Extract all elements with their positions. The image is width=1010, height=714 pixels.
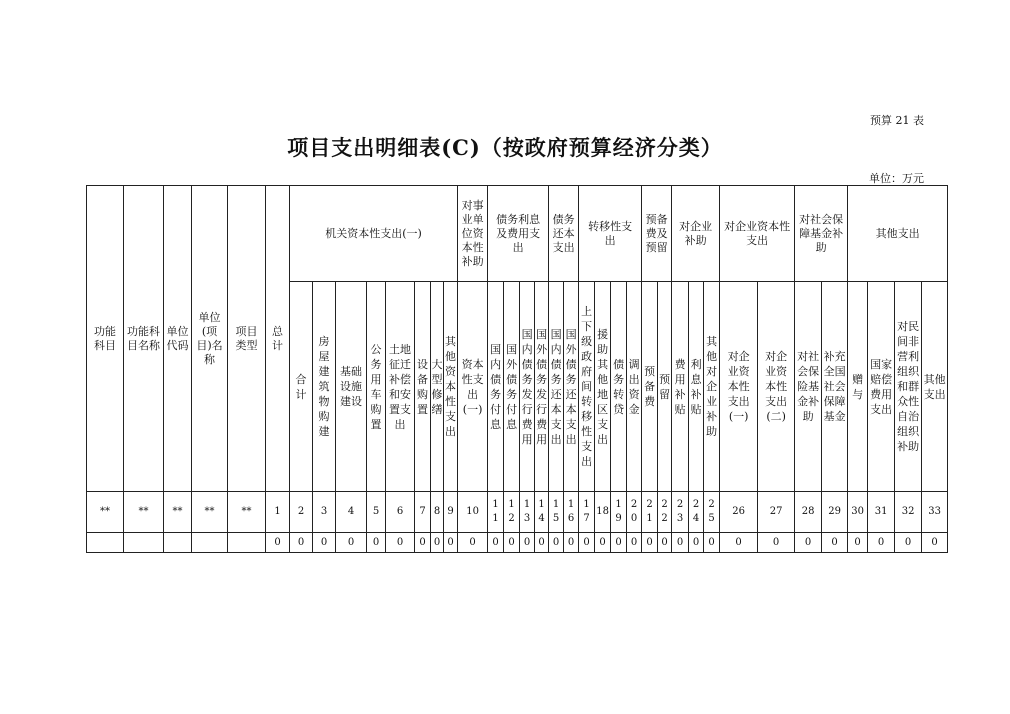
value-cell-20: 0 [564,533,579,553]
index-cell-11: 7 [415,492,431,533]
value-cell-7: 0 [313,533,336,553]
value-cell-9: 0 [367,533,386,553]
sub-header-1-0: 资本 性支 出 (一) [458,282,488,492]
sub-header-2-0: 国 内 债 务 付 息 [488,282,504,492]
sub-header-8-1: 补充 全国 社会 保障 基金 [822,282,848,492]
sub-header-4-1: 援 助 其 他 地 区 支 出 [595,282,611,492]
value-cell-0 [87,533,124,553]
index-cell-6: 2 [290,492,313,533]
group-header-0: 机关资本性支出(一) [290,186,458,282]
value-cell-17: 0 [520,533,535,553]
value-cell-11: 0 [415,533,431,553]
sub-header-6-0: 费 用 补 贴 [672,282,689,492]
value-cell-6: 0 [290,533,313,553]
group-header-5: 预备 费及 预留 [642,186,672,282]
value-cell-18: 0 [535,533,549,553]
value-cell-5: 0 [266,533,290,553]
sub-header-4-2: 债 务 转 贷 [611,282,627,492]
index-cell-14: 10 [458,492,488,533]
value-cell-14: 0 [458,533,488,553]
index-cell-37: 33 [922,492,948,533]
group-header-7: 对企业资本性 支出 [720,186,795,282]
value-cell-26: 0 [658,533,672,553]
index-cell-5: 1 [266,492,290,533]
value-cell-34: 0 [848,533,868,553]
sub-header-3-0: 国 内 债 务 还 本 支 出 [549,282,564,492]
index-cell-33: 29 [822,492,848,533]
value-cell-12: 0 [431,533,444,553]
sub-header-5-0: 预 备 费 [642,282,658,492]
sub-header-9-2: 对民 间非 营利 组织 和群 众性 自治 组织 补助 [895,282,922,492]
index-cell-3: ** [192,492,228,533]
index-cell-35: 31 [868,492,895,533]
value-cell-22: 0 [595,533,611,553]
index-cell-0: ** [87,492,124,533]
index-cell-34: 30 [848,492,868,533]
index-cell-32: 28 [795,492,822,533]
index-cell-12: 8 [431,492,444,533]
sub-header-6-1: 利 息 补 贴 [689,282,704,492]
fixed-header-4: 项目 类型 [228,186,266,492]
sub-header-0-3: 公 务 用 车 购 置 [367,282,386,492]
index-cell-22: 18 [595,492,611,533]
fixed-header-1: 功能科 目名称 [124,186,164,492]
sub-header-2-3: 国 外 债 务 发 行 费 用 [535,282,549,492]
index-cell-29: 2 5 [704,492,720,533]
index-cell-19: 1 5 [549,492,564,533]
group-header-1: 对事 业单 位资 本性 补助 [458,186,488,282]
group-header-9: 其他支出 [848,186,948,282]
value-cell-29: 0 [704,533,720,553]
sub-header-2-2: 国 内 债 务 发 行 费 用 [520,282,535,492]
sub-header-0-7: 其 他 资 本 性 支 出 [444,282,458,492]
value-cell-35: 0 [868,533,895,553]
value-cell-16: 0 [504,533,520,553]
index-cell-16: 1 2 [504,492,520,533]
index-cell-15: 1 1 [488,492,504,533]
sub-header-0-2: 基础 设施 建设 [336,282,367,492]
form-number: 预算 21 表 [870,114,924,127]
sub-header-5-1: 预 留 [658,282,672,492]
value-cell-28: 0 [689,533,704,553]
index-cell-25: 2 1 [642,492,658,533]
sub-header-9-1: 国家 赔偿 费用 支出 [868,282,895,492]
fixed-header-5: 总 计 [266,186,290,492]
sub-header-8-0: 对社 会保 险基 金补 助 [795,282,822,492]
group-header-6: 对企业 补助 [672,186,720,282]
index-cell-36: 32 [895,492,922,533]
index-cell-17: 1 3 [520,492,535,533]
value-cell-4 [228,533,266,553]
index-cell-21: 1 7 [579,492,595,533]
sub-header-9-3: 其他 支出 [922,282,948,492]
group-header-2: 债务利息 及费用支 出 [488,186,549,282]
sub-header-7-0: 对企 业资 本性 支出 (一) [720,282,758,492]
index-cell-8: 4 [336,492,367,533]
value-cell-23: 0 [611,533,627,553]
group-header-3: 债务 还本 支出 [549,186,579,282]
unit-label: 单位：万元 [869,172,924,185]
index-cell-24: 2 0 [627,492,642,533]
sub-header-0-4: 土地 征迁 补偿 和安 置支 出 [386,282,415,492]
budget-table [86,185,948,553]
index-cell-18: 1 4 [535,492,549,533]
sub-header-2-1: 国 外 债 务 付 息 [504,282,520,492]
index-cell-26: 2 2 [658,492,672,533]
sub-header-0-1: 房 屋 建 筑 物 购 建 [313,282,336,492]
value-cell-13: 0 [444,533,458,553]
value-cell-31: 0 [758,533,795,553]
fixed-header-3: 单位 (项 目)名 称 [192,186,228,492]
value-cell-25: 0 [642,533,658,553]
index-cell-31: 27 [758,492,795,533]
index-cell-20: 1 6 [564,492,579,533]
index-cell-4: ** [228,492,266,533]
value-cell-15: 0 [488,533,504,553]
fixed-header-2: 单位 代码 [164,186,192,492]
sub-header-7-1: 对企 业资 本性 支出 (二) [758,282,795,492]
index-cell-27: 2 3 [672,492,689,533]
group-header-8: 对社会保 障基金补 助 [795,186,848,282]
index-cell-1: ** [124,492,164,533]
index-cell-30: 26 [720,492,758,533]
index-cell-9: 5 [367,492,386,533]
group-header-4: 转移性支 出 [579,186,642,282]
value-cell-30: 0 [720,533,758,553]
index-cell-28: 2 4 [689,492,704,533]
sub-header-0-0: 合 计 [290,282,313,492]
value-cell-36: 0 [895,533,922,553]
value-cell-1 [124,533,164,553]
fixed-header-0: 功能 科目 [87,186,124,492]
sub-header-0-5: 设 备 购 置 [415,282,431,492]
sub-header-4-0: 上 下 级 政 府 间 转 移 性 支 出 [579,282,595,492]
sub-header-0-6: 大 型 修 缮 [431,282,444,492]
value-cell-32: 0 [795,533,822,553]
sub-header-3-1: 国 外 债 务 还 本 支 出 [564,282,579,492]
sub-header-9-0: 赠与 [848,282,868,492]
value-cell-10: 0 [386,533,415,553]
index-cell-13: 9 [444,492,458,533]
value-cell-24: 0 [627,533,642,553]
index-cell-7: 3 [313,492,336,533]
index-cell-23: 1 9 [611,492,627,533]
page-title: 项目支出明细表(C)（按政府预算经济分类） [287,135,723,160]
sub-header-4-3: 调 出 资 金 [627,282,642,492]
index-cell-10: 6 [386,492,415,533]
value-cell-8: 0 [336,533,367,553]
value-cell-2 [164,533,192,553]
value-cell-21: 0 [579,533,595,553]
index-cell-2: ** [164,492,192,533]
sub-header-6-2: 其 他 对 企 业 补 助 [704,282,720,492]
value-cell-3 [192,533,228,553]
value-cell-27: 0 [672,533,689,553]
value-cell-33: 0 [822,533,848,553]
value-cell-37: 0 [922,533,948,553]
value-cell-19: 0 [549,533,564,553]
